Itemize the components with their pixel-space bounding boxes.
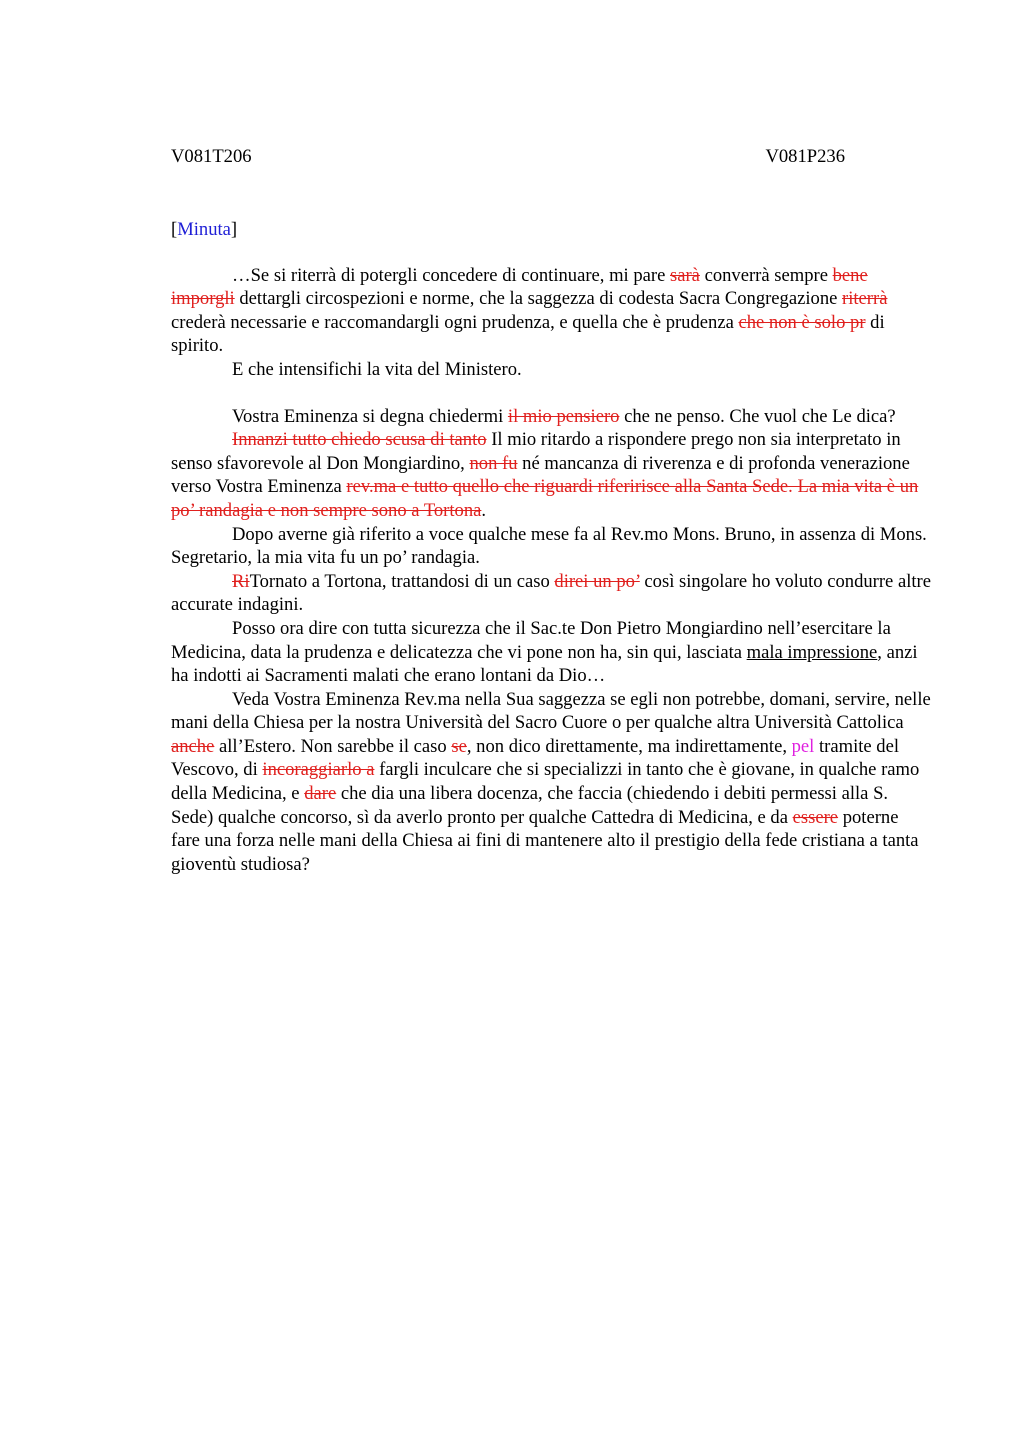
paragraph xyxy=(171,523,931,570)
deleted-text: direi un po’ xyxy=(554,570,640,592)
text-run: Dopo averne già riferito a voce qualche mese fa al Rev.mo Mons. Bruno, in assenza di Mons. Segretario, la mia vita fu un po’ randagia. xyxy=(171,523,927,569)
header-left-code: V081T206 xyxy=(171,146,252,167)
minuta-label xyxy=(171,218,931,242)
text-run: Vostra Eminenza si degna chiedermi xyxy=(232,405,508,427)
deleted-text: sarà xyxy=(670,264,700,286)
deleted-text: che non è solo pr xyxy=(738,311,866,333)
deleted-text: incoraggiarlo a xyxy=(262,759,375,781)
deleted-text: il mio pensiero xyxy=(507,405,620,427)
deleted-text: anche xyxy=(171,735,215,757)
deleted-text: Innanzi tutto chiedo scusa di tanto xyxy=(232,429,487,451)
text-run: Veda Vostra Eminenza Rev.ma nella Sua saggezza se egli non potrebbe, domani, servire, nelle mani della Chiesa per la nostra Università del Sacro Cuore o per qualche altra Università Cattolica xyxy=(171,688,931,734)
text-run: all’Estero. Non sarebbe il caso xyxy=(214,735,452,757)
text-run: fargli inculcare che si specializzi in tanto che è giovane, in qualche ramo della Medicina, e xyxy=(171,759,920,805)
deleted-text: bene imporgli xyxy=(171,264,868,310)
document-header xyxy=(171,145,931,169)
text-run: Posso ora dire con tutta sicurezza che il Sac.te Don Pietro Mongiardino nell’esercitare la Medicina, data la prudenza e delicatezza che vi pone non ha, sin qui, lasciata xyxy=(171,617,891,663)
minuta-close-bracket: ] xyxy=(230,219,238,240)
minuta-word: Minuta xyxy=(177,219,231,240)
text-run: . xyxy=(481,499,487,521)
deleted-text: essere xyxy=(792,806,839,828)
paragraph xyxy=(171,428,931,522)
text-run: né mancanza di riverenza e di profonda venerazione verso Vostra Eminenza xyxy=(171,452,910,498)
deleted-text: non fu xyxy=(469,452,518,474)
inserted-text: pel xyxy=(791,735,815,757)
deleted-text: se xyxy=(451,735,467,757)
deleted-text: dare xyxy=(304,783,337,805)
deleted-text: riterrà xyxy=(842,288,888,310)
text-run: E che intensifichi la vita del Ministero. xyxy=(232,358,522,380)
document-page xyxy=(171,145,931,876)
deleted-text: rev.ma e tutto quello che riguardi riferirisce alla Santa Sede. La mia vita è un po’ randagia e non sempre sono a Tortona xyxy=(171,476,919,521)
text-run: , non dico direttamente, ma indirettamente, xyxy=(466,735,792,757)
text-run: che ne penso. Che vuol che Le dica? xyxy=(619,405,896,427)
text-run: tramite del Vescovo, di xyxy=(171,735,900,781)
text-run: poterne fare una forza nelle mani della Chiesa ai fini di mantenere alto il prestigio della fede cristiana a tanta gioventù studiosa? xyxy=(171,806,919,875)
paragraph xyxy=(171,688,931,877)
paragraph xyxy=(171,617,931,688)
text-run: Tornato a Tortona, trattandosi di un caso xyxy=(249,570,555,592)
minuta-open-bracket: [ xyxy=(171,219,178,240)
text-run: così singolare ho voluto condurre altre accurate indagini. xyxy=(171,570,931,616)
letter-body xyxy=(171,264,931,877)
text-run: Il mio ritardo a rispondere prego non sia interpretato in senso sfavorevole al Don Mongiardino, xyxy=(171,429,901,474)
text-run: , anzi ha indotti ai Sacramenti malati che erano lontani da Dio… xyxy=(171,641,918,687)
text-run: converrà sempre xyxy=(699,264,833,286)
paragraph-spacer xyxy=(171,382,931,405)
header-right-code: V081P236 xyxy=(765,146,845,167)
text-run: dettargli circospezioni e norme, che la saggezza di codesta Sacra Congregazione xyxy=(234,288,843,310)
text-run: crederà necessarie e raccomandargli ogni prudenza, e quella che è prudenza xyxy=(171,311,739,333)
deleted-text: Ri xyxy=(232,570,250,592)
paragraph xyxy=(171,264,931,358)
text-run: di spirito. xyxy=(171,311,885,357)
paragraph xyxy=(171,570,931,617)
underlined-text: mala impressione xyxy=(746,641,878,663)
paragraph xyxy=(171,405,931,429)
paragraph xyxy=(171,358,931,382)
text-run: che dia una libera docenza, che faccia (chiedendo i debiti permessi alla S. Sede) qualche concorso, sì da averlo pronto per qualche Cattedra di Medicina, e da xyxy=(171,783,889,828)
text-run: …Se si riterrà di potergli concedere di continuare, mi pare xyxy=(232,264,670,286)
